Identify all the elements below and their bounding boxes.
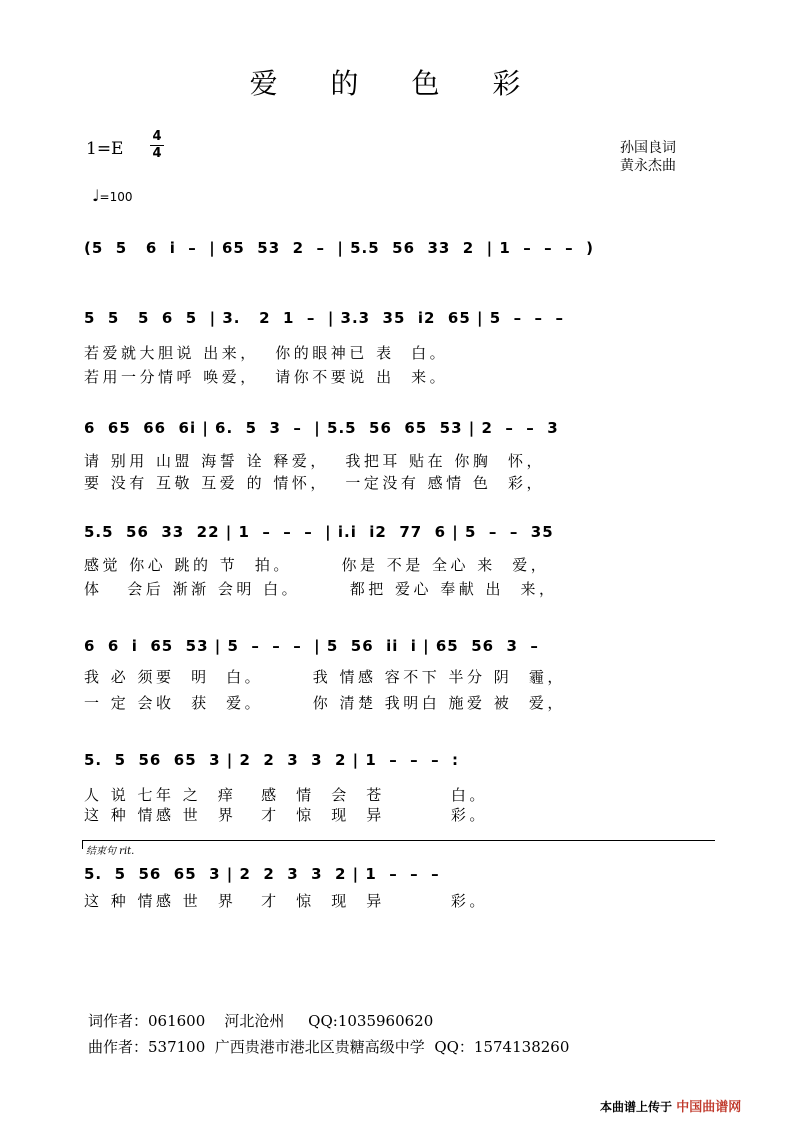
lyric-line: 体 会后 渐渐 会明 白。 都把 爱心 奉献 出 来， — [84, 580, 558, 598]
notes: 6 6 i 65 53 | 5 – – – | 5 56 ii i | 65 56 3 – — [84, 637, 539, 655]
composer-info: 曲作者：537100 广西贵港市港北区贵糖高级中学 QQ：1574138260 — [88, 1038, 570, 1056]
lyric-line: 感觉 你心 跳的 节 拍。 你是 不是 全心 来 爱， — [84, 556, 550, 574]
time-signature-top: 4 — [152, 129, 162, 144]
ending-label: 结束句 rit. — [86, 846, 135, 857]
key-signature: 1=E — [86, 139, 124, 159]
time-signature — [150, 130, 164, 161]
score-row-5 — [84, 742, 714, 778]
score-row-4 — [84, 628, 714, 664]
notes: (5 5 6 i – | 65 53 2 – | 5.5 56 33 2 | 1 – – – ) — [84, 239, 594, 257]
lyric-line: 要 没有 互敬 互爱 的 情怀， 一定没有 感情 色 彩， — [84, 474, 545, 492]
ending-bracket — [82, 840, 715, 849]
song-title: 爱 的 色 彩 — [249, 67, 543, 100]
notes: 5. 5 56 65 3 | 2 2 3 3 2 | 1 – – – : — [84, 751, 460, 769]
credits — [620, 139, 676, 175]
lyric-line: 一 定 会收 获 爱。 你 清楚 我明白 施爱 被 爱， — [84, 694, 566, 712]
lyric-line: 人 说 七年 之 痒 感 情 会 苍 白。 — [84, 786, 488, 804]
score-row-ending — [84, 856, 714, 892]
lyric-line: 这 种 情感 世 界 才 惊 现 异 彩。 — [84, 806, 488, 824]
source-credit — [600, 1096, 741, 1115]
score-row-3 — [84, 514, 714, 550]
time-signature-bottom: 4 — [152, 146, 162, 161]
notes: 6 65 66 6i | 6. 5 3 – | 5.5 56 65 53 | 2 – – 3 — [84, 419, 559, 437]
lyric-line: 我 必 须要 明 白。 我 情感 容不下 半分 阴 霾， — [84, 668, 566, 686]
score-row-intro — [84, 230, 714, 266]
notes: 5.5 56 33 22 | 1 – – – | i.i i2 77 6 | 5 – – 35 — [84, 523, 554, 541]
lyric-line: 若用一分情呼 唤爱， 请你不要说 出 来。 — [84, 368, 449, 386]
site-logo: 中国曲谱网 — [676, 1100, 742, 1115]
notes: 5 5 5 6 5 | 3. 2 1 – | 3.3 35 i2 65 | 5 – – – — [84, 309, 564, 327]
tempo-mark — [92, 186, 133, 205]
notes: 5. 5 56 65 3 | 2 2 3 3 2 | 1 – – – — [84, 865, 440, 883]
lyric-line: 这 种 情感 世 界 才 惊 现 异 彩。 — [84, 892, 488, 910]
lyricist-info: 词作者：061600 河北沧州 QQ:1035960620 — [88, 1012, 434, 1030]
quarter-note-icon: ♩ — [92, 186, 100, 205]
score-row-1 — [84, 300, 714, 336]
source-prefix: 本曲谱上传于 — [600, 1100, 673, 1114]
lyric-line: 若爱就大胆说 出来， 你的眼神已 表 白。 — [84, 344, 449, 362]
tempo-value: =100 — [99, 190, 133, 204]
lyric-line: 请 别用 山盟 海誓 诠 释爱， 我把耳 贴在 你胸 怀， — [84, 452, 545, 470]
composer: 黄永杰曲 — [620, 158, 676, 174]
score-row-2 — [84, 410, 714, 446]
lyricist: 孙国良词 — [620, 140, 676, 156]
